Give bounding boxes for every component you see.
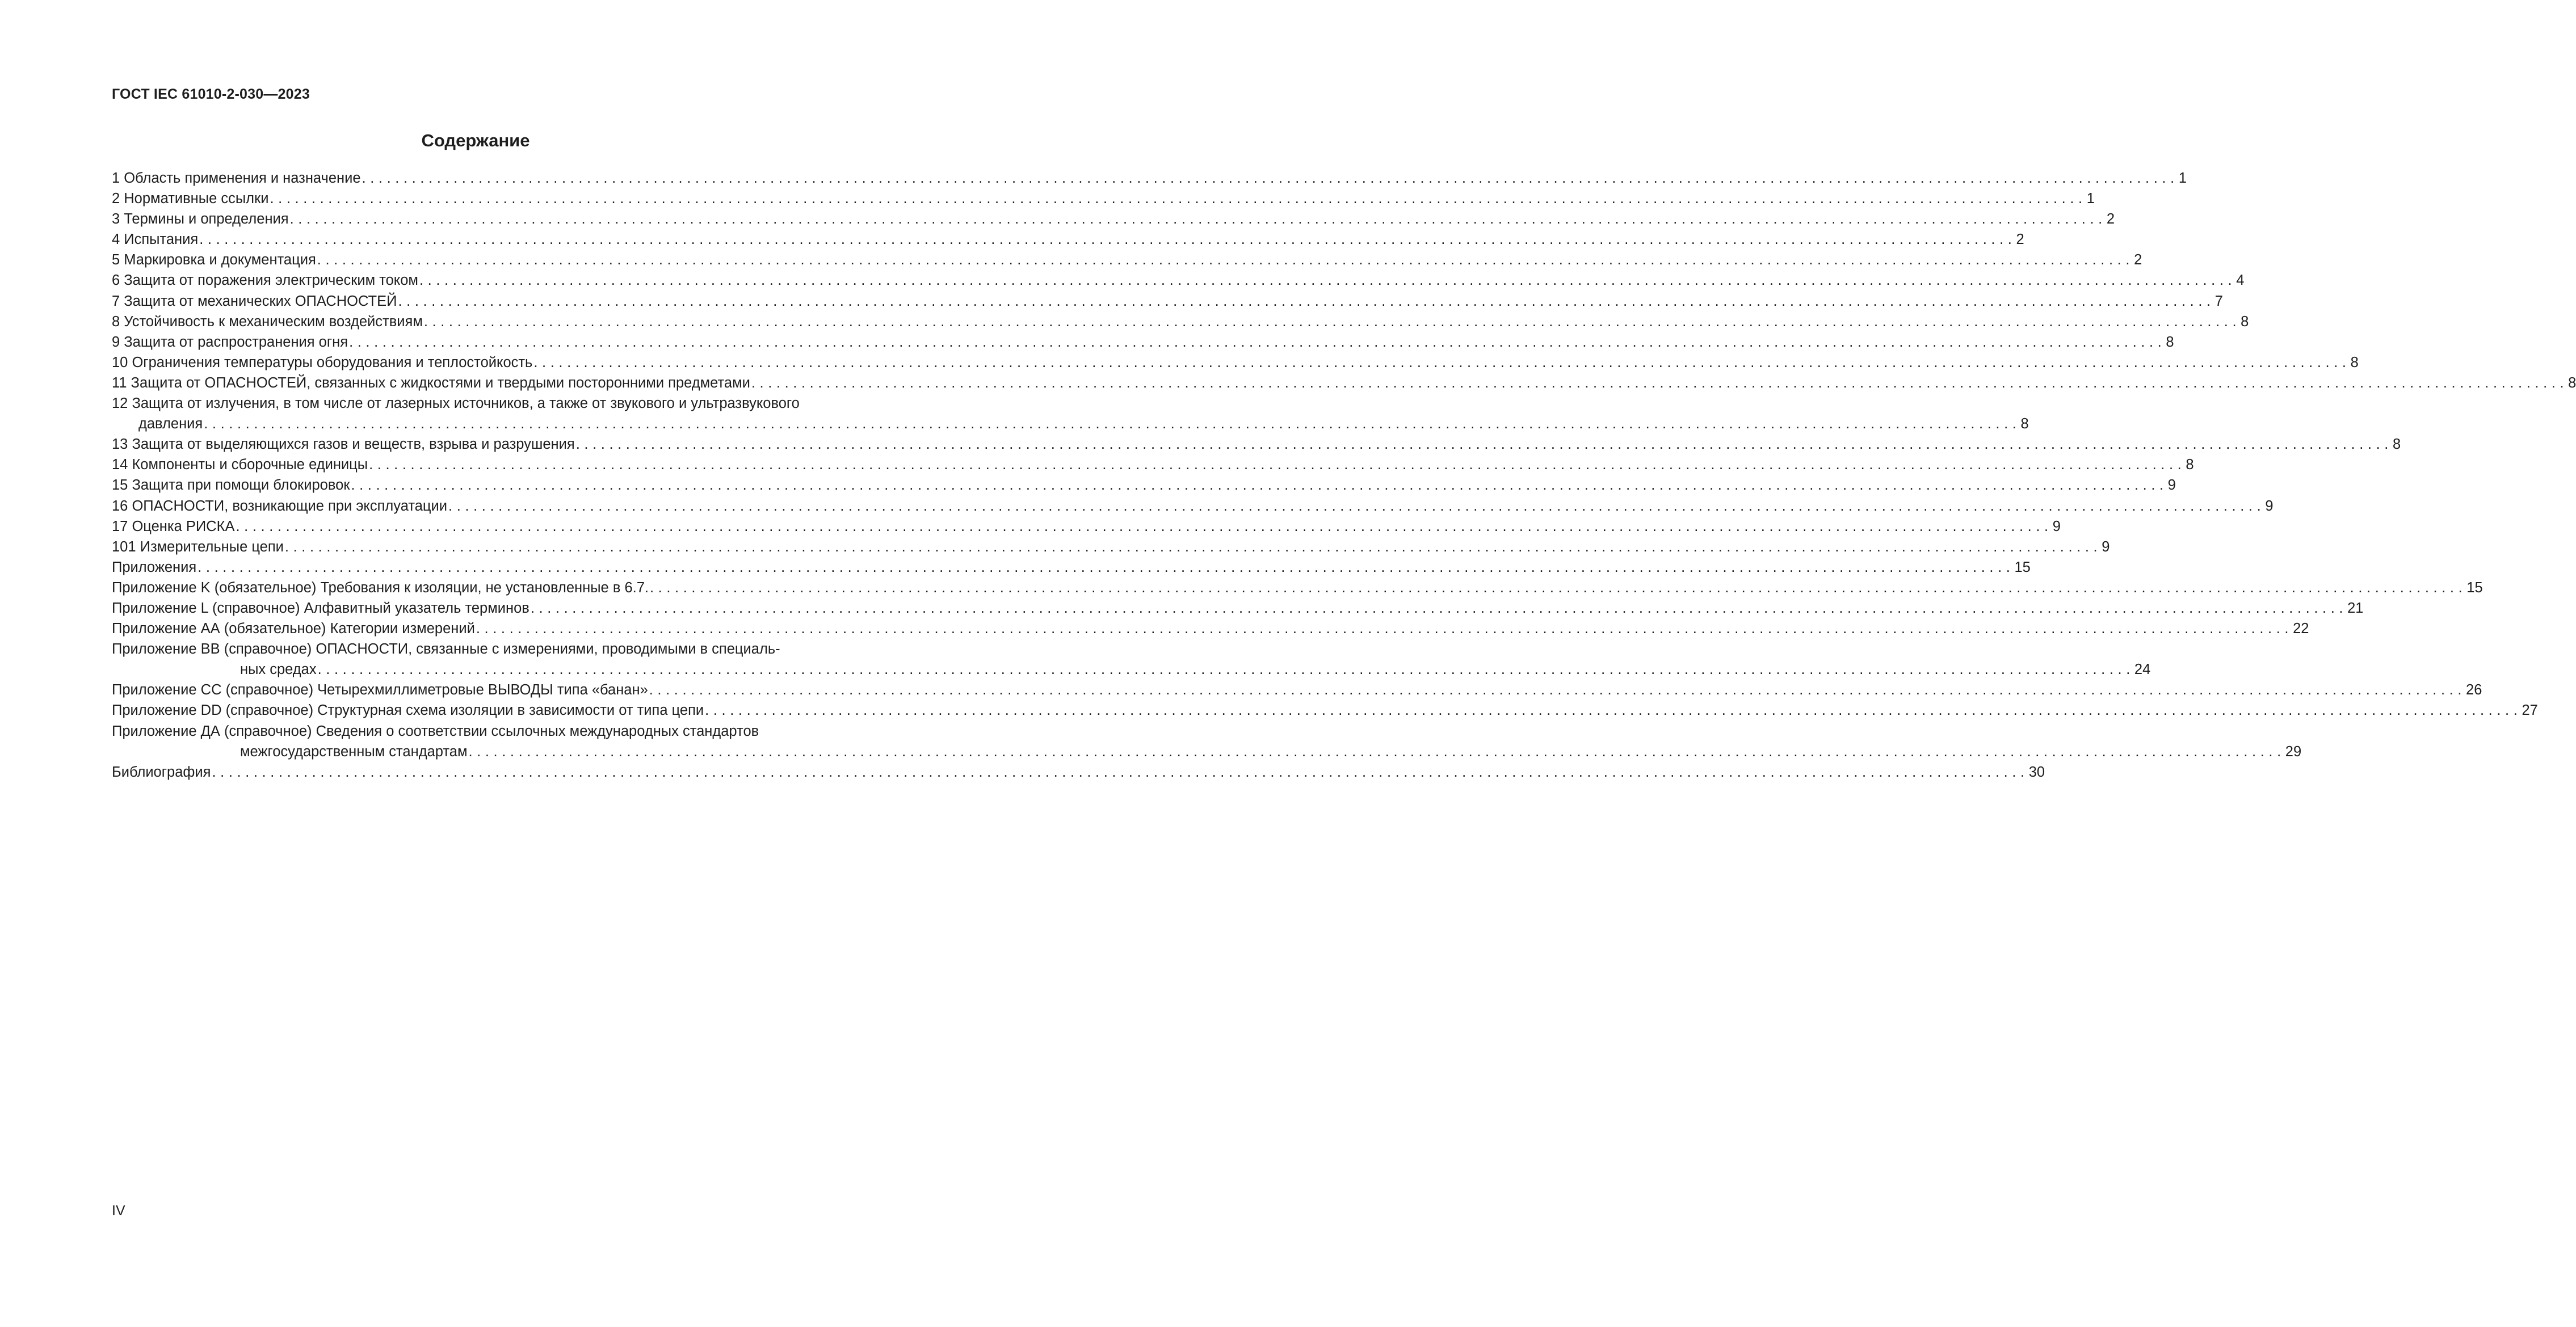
- toc-title: Содержание: [421, 130, 530, 150]
- toc-page-number: 21: [2347, 600, 2364, 616]
- toc-dot-leader: ..........................................................................................................................................................................................................................: [649, 682, 2466, 698]
- toc-entry[interactable]: [112, 270, 2245, 290]
- page-number: IV: [112, 1203, 125, 1219]
- toc-page-number: 24: [2134, 662, 2151, 678]
- toc-dot-leader: ..........................................................................................................................................................................................................................: [362, 170, 2179, 186]
- toc-entry-first-line: Приложение ВВ (справочное) ОПАСНОСТИ, связанные с измерениями, проводимыми в специаль-: [112, 641, 780, 658]
- toc-dot-leader: ..........................................................................................................................................................................................................................: [423, 313, 2241, 330]
- toc-entry[interactable]: [112, 291, 2223, 311]
- toc-dot-leader: ..........................................................................................................................................................................................................................: [317, 662, 2134, 678]
- toc-page-number: 29: [2285, 743, 2302, 760]
- toc-entry-continuation: давления: [138, 416, 203, 432]
- toc-dot-leader: ..........................................................................................................................................................................................................................: [351, 477, 2168, 494]
- toc-page-number: 8: [2350, 354, 2359, 370]
- toc-page-number: 8: [2392, 436, 2401, 453]
- toc-entry-title: 9 Защита от распространения огня: [112, 334, 348, 350]
- toc-dot-leader: ..........................................................................................................................................................................................................................: [199, 231, 2016, 248]
- toc-dot-leader: ..........................................................................................................................................................................................................................: [317, 252, 2134, 268]
- toc-entry[interactable]: [112, 475, 2176, 495]
- toc-dot-leader: ..........................................................................................................................................................................................................................: [289, 211, 2107, 228]
- toc-page-number: 15: [2466, 579, 2483, 596]
- toc-entry[interactable]: [112, 414, 2029, 434]
- toc-entry-title: 2 Нормативные ссылки: [112, 191, 269, 207]
- toc-entry[interactable]: [112, 168, 2187, 188]
- toc-entry-title: 13 Защита от выделяющихся газов и веществ, взрыва и разрушения: [112, 436, 575, 453]
- toc-entry[interactable]: [112, 250, 2142, 270]
- toc-dot-leader: ..........................................................................................................................................................................................................................: [476, 621, 2293, 637]
- toc-page-number: 8: [2166, 334, 2174, 350]
- toc-dot-leader: ..........................................................................................................................................................................................................................: [204, 416, 2021, 432]
- toc-dot-leader: ..........................................................................................................................................................................................................................: [284, 538, 2102, 555]
- toc-dot-leader: ..........................................................................................................................................................................................................................: [751, 374, 2569, 391]
- toc-page-number: 8: [2020, 416, 2029, 432]
- toc-entry[interactable]: [112, 311, 2249, 332]
- toc-entry[interactable]: [112, 618, 2309, 639]
- toc-entry-continuation: ных средах: [240, 662, 317, 678]
- toc-page-number: 1: [2178, 170, 2187, 186]
- toc-entry-title: 101 Измерительные цепи: [112, 538, 284, 555]
- toc-entry-title: 11 Защита от ОПАСНОСТЕЙ, связанных с жидкостями и твердыми посторонними предметами: [112, 374, 750, 391]
- toc-entry[interactable]: [112, 762, 2045, 782]
- toc-page-number: 22: [2293, 621, 2309, 637]
- toc-entry-title: 3 Термины и определения: [112, 211, 289, 228]
- toc-page-number: 26: [2466, 682, 2482, 698]
- toc-page-number: 2: [2134, 252, 2142, 268]
- toc-page-number: 1: [2086, 191, 2095, 207]
- toc-entry-title: 17 Оценка РИСКА: [112, 518, 235, 534]
- toc-dot-leader: ..........................................................................................................................................................................................................................: [419, 272, 2237, 289]
- toc-page-number: 2: [2016, 231, 2024, 248]
- toc-entry-title: Приложение L (справочное) Алфавитный указатель терминов: [112, 600, 530, 616]
- toc-dot-leader: ..........................................................................................................................................................................................................................: [468, 743, 2285, 760]
- toc-dot-leader: ..........................................................................................................................................................................................................................: [349, 334, 2166, 350]
- toc-entry-title: 16 ОПАСНОСТИ, возникающие при эксплуатации: [112, 498, 448, 514]
- toc-dot-leader: ..........................................................................................................................................................................................................................: [448, 498, 2266, 514]
- toc-page-number: 9: [2167, 477, 2176, 494]
- toc-entry[interactable]: [112, 209, 2115, 229]
- toc-entry-title: 4 Испытания: [112, 231, 199, 248]
- toc-entry[interactable]: [112, 680, 2482, 700]
- document-id-header: ГОСТ IEC 61010-2-030—2023: [112, 86, 310, 102]
- toc-entry-title: Приложение АА (обязательное) Категории измерений: [112, 621, 475, 637]
- toc-entry[interactable]: [112, 352, 2359, 373]
- toc-entry[interactable]: [112, 496, 2274, 516]
- toc-entry[interactable]: [112, 332, 2174, 352]
- toc-page-number: 30: [2028, 764, 2045, 780]
- toc-entry[interactable]: [112, 373, 2576, 393]
- toc-entry-first-line: Приложение ДА (справочное) Сведения о соответствии ссылочных международных стандартов: [112, 723, 759, 739]
- toc-page-number: 8: [2186, 457, 2194, 473]
- toc-entry[interactable]: [112, 700, 2538, 721]
- toc-page-number: 9: [2102, 538, 2110, 555]
- table-of-contents: [112, 168, 2576, 782]
- toc-page-number: 2: [2106, 211, 2115, 228]
- toc-entry-first-line: 12 Защита от излучения, в том числе от лазерных источников, а также от звукового и ультразвукового: [112, 395, 800, 412]
- toc-page-number: 27: [2522, 702, 2538, 719]
- toc-page-number: 15: [2014, 559, 2031, 575]
- toc-dot-leader: ..........................................................................................................................................................................................................................: [533, 354, 2351, 370]
- toc-entry[interactable]: [112, 659, 2151, 680]
- toc-page-number: 7: [2214, 293, 2223, 309]
- toc-page-number: 8: [2241, 313, 2249, 330]
- toc-entry[interactable]: [112, 434, 2401, 454]
- toc-entry-title: Приложения: [112, 559, 197, 575]
- toc-entry-title: 7 Защита от механических ОПАСНОСТЕЙ: [112, 293, 397, 309]
- toc-entry[interactable]: [112, 557, 2031, 578]
- toc-page-number: 9: [2052, 518, 2061, 534]
- toc-entry-title: Приложение СС (справочное) Четырехмиллиметровые ВЫВОДЫ типа «банан»: [112, 682, 648, 698]
- toc-dot-leader: ..........................................................................................................................................................................................................................: [575, 436, 2393, 453]
- toc-entry-title: 1 Область применения и назначение: [112, 170, 361, 186]
- toc-dot-leader: ..........................................................................................................................................................................................................................: [212, 764, 2029, 780]
- toc-dot-leader: ..........................................................................................................................................................................................................................: [197, 559, 2015, 575]
- toc-entry[interactable]: [112, 188, 2095, 209]
- toc-entry-title: 14 Компоненты и сборочные единицы: [112, 457, 368, 473]
- toc-dot-leader: ..........................................................................................................................................................................................................................: [705, 702, 2522, 719]
- toc-entry[interactable]: [112, 516, 2061, 537]
- toc-dot-leader: ..........................................................................................................................................................................................................................: [649, 579, 2467, 596]
- toc-entry-continuation: межгосударственным стандартам: [240, 743, 468, 760]
- toc-entry-title: 10 Ограничения температуры оборудования и теплостойкость: [112, 354, 533, 370]
- toc-entry[interactable]: [112, 598, 2364, 618]
- toc-entry-title: 8 Устойчивость к механическим воздействиям: [112, 313, 423, 330]
- toc-dot-leader: ..........................................................................................................................................................................................................................: [530, 600, 2348, 616]
- toc-entry-title: Приложение DD (справочное) Структурная схема изоляции в зависимости от типа цепи: [112, 702, 704, 719]
- toc-entry[interactable]: [112, 578, 2483, 598]
- toc-dot-leader: ..........................................................................................................................................................................................................................: [398, 293, 2215, 309]
- toc-dot-leader: ..........................................................................................................................................................................................................................: [236, 518, 2053, 534]
- toc-entry-title: Приложение K (обязательное) Требования к изоляции, не установленные в 6.7.: [112, 579, 649, 596]
- toc-entry-title: 15 Защита при помощи блокировок: [112, 477, 350, 494]
- toc-dot-leader: ..........................................................................................................................................................................................................................: [270, 191, 2087, 207]
- toc-page-number: 8: [2568, 374, 2576, 391]
- toc-entry-title: Библиография: [112, 764, 211, 780]
- toc-entry[interactable]: [112, 454, 2194, 475]
- toc-page-number: 9: [2265, 498, 2274, 514]
- toc-entry[interactable]: [112, 537, 2110, 557]
- toc-page-number: 4: [2236, 272, 2245, 289]
- toc-entry-title: 6 Защита от поражения электрическим током: [112, 272, 418, 289]
- toc-dot-leader: ..........................................................................................................................................................................................................................: [369, 457, 2186, 473]
- toc-entry-title: 5 Маркировка и документация: [112, 252, 316, 268]
- toc-entry[interactable]: [112, 229, 2024, 250]
- toc-entry[interactable]: [112, 742, 2302, 762]
